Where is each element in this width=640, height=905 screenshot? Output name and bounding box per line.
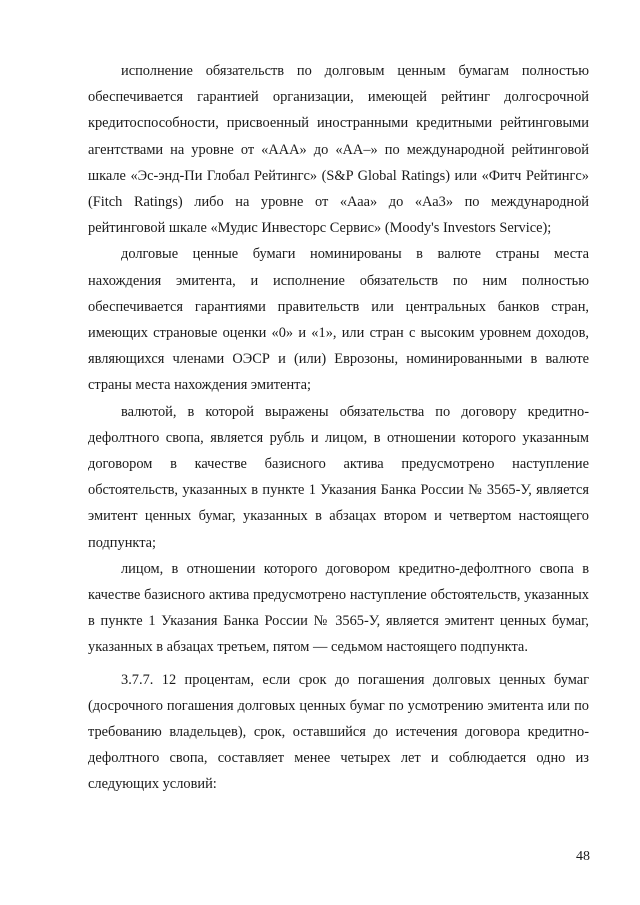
paragraph-clause-3-7-7: 3.7.7. 12 процентам, если срок до погашения долговых ценных бумаг (досрочного погашения долговых ценных бумаг по усмотрению эмитента или по требованию владельцев), срок, оставшийся до истечения договора кредитно-дефолтного свопа, составляет менее четырех лет и соблюдается одно из следующих условий: [88, 671, 589, 793]
paragraph-government-guarantee: долговые ценные бумаги номинированы в валюте страны места нахождения эмитента, и исполнение обязательств по ним полностью обеспечивается гарантиями правительств или центральных банков стран, имеющих страновые оценки «0» и «1», или стран с высоким уровнем доходов, являющихся членами ОЭСР и (или) Еврозоны, номинированными в валюте страны места нахождения эмитента; [88, 246, 589, 394]
page-number: 48 [576, 849, 590, 864]
paragraph-guarantee-rating: исполнение обязательств по долговым ценным бумагам полностью обеспечивается гарантией организации, имеющей рейтинг долгосрочной кредитоспособности, присвоенный иностранными кредитными рейтинговыми агентствами на уровне от «ААА» до «АА–» по международной рейтинговой шкале «Эс-энд-Пи Глобал Рейтингс» (S&P Global Ratings) или «Фитч Рейтингс» (Fitch Ratings) либо на уровне от «Ааа» до «Аа3» по международной рейтинговой шкале «Мудис Инвесторс Сервис» (Moody's Investors Service); [88, 63, 589, 237]
document-body [88, 58, 589, 798]
paragraph-cds-reference-entity: лицом, в отношении которого договором кредитно-дефолтного свопа в качестве базисного актива предусмотрено наступление обстоятельств, указанных в пункте 1 Указания Банка России № 3565-У, является эмитент ценных бумаг, указанных в абзацах третьем, пятом — седьмом настоящего подпункта. [88, 560, 589, 656]
paragraph-cds-currency: валютой, в которой выражены обязательства по договору кредитно-дефолтного свопа, является рубль и лицом, в отношении которого указанным договором в качестве базисного актива предусмотрено наступление обстоятельств, указанных в пункте 1 Указания Банка России № 3565-У, является эмитент ценных бумаг, указанных в абзацах втором и четвертом настоящего подпункта; [88, 403, 589, 551]
